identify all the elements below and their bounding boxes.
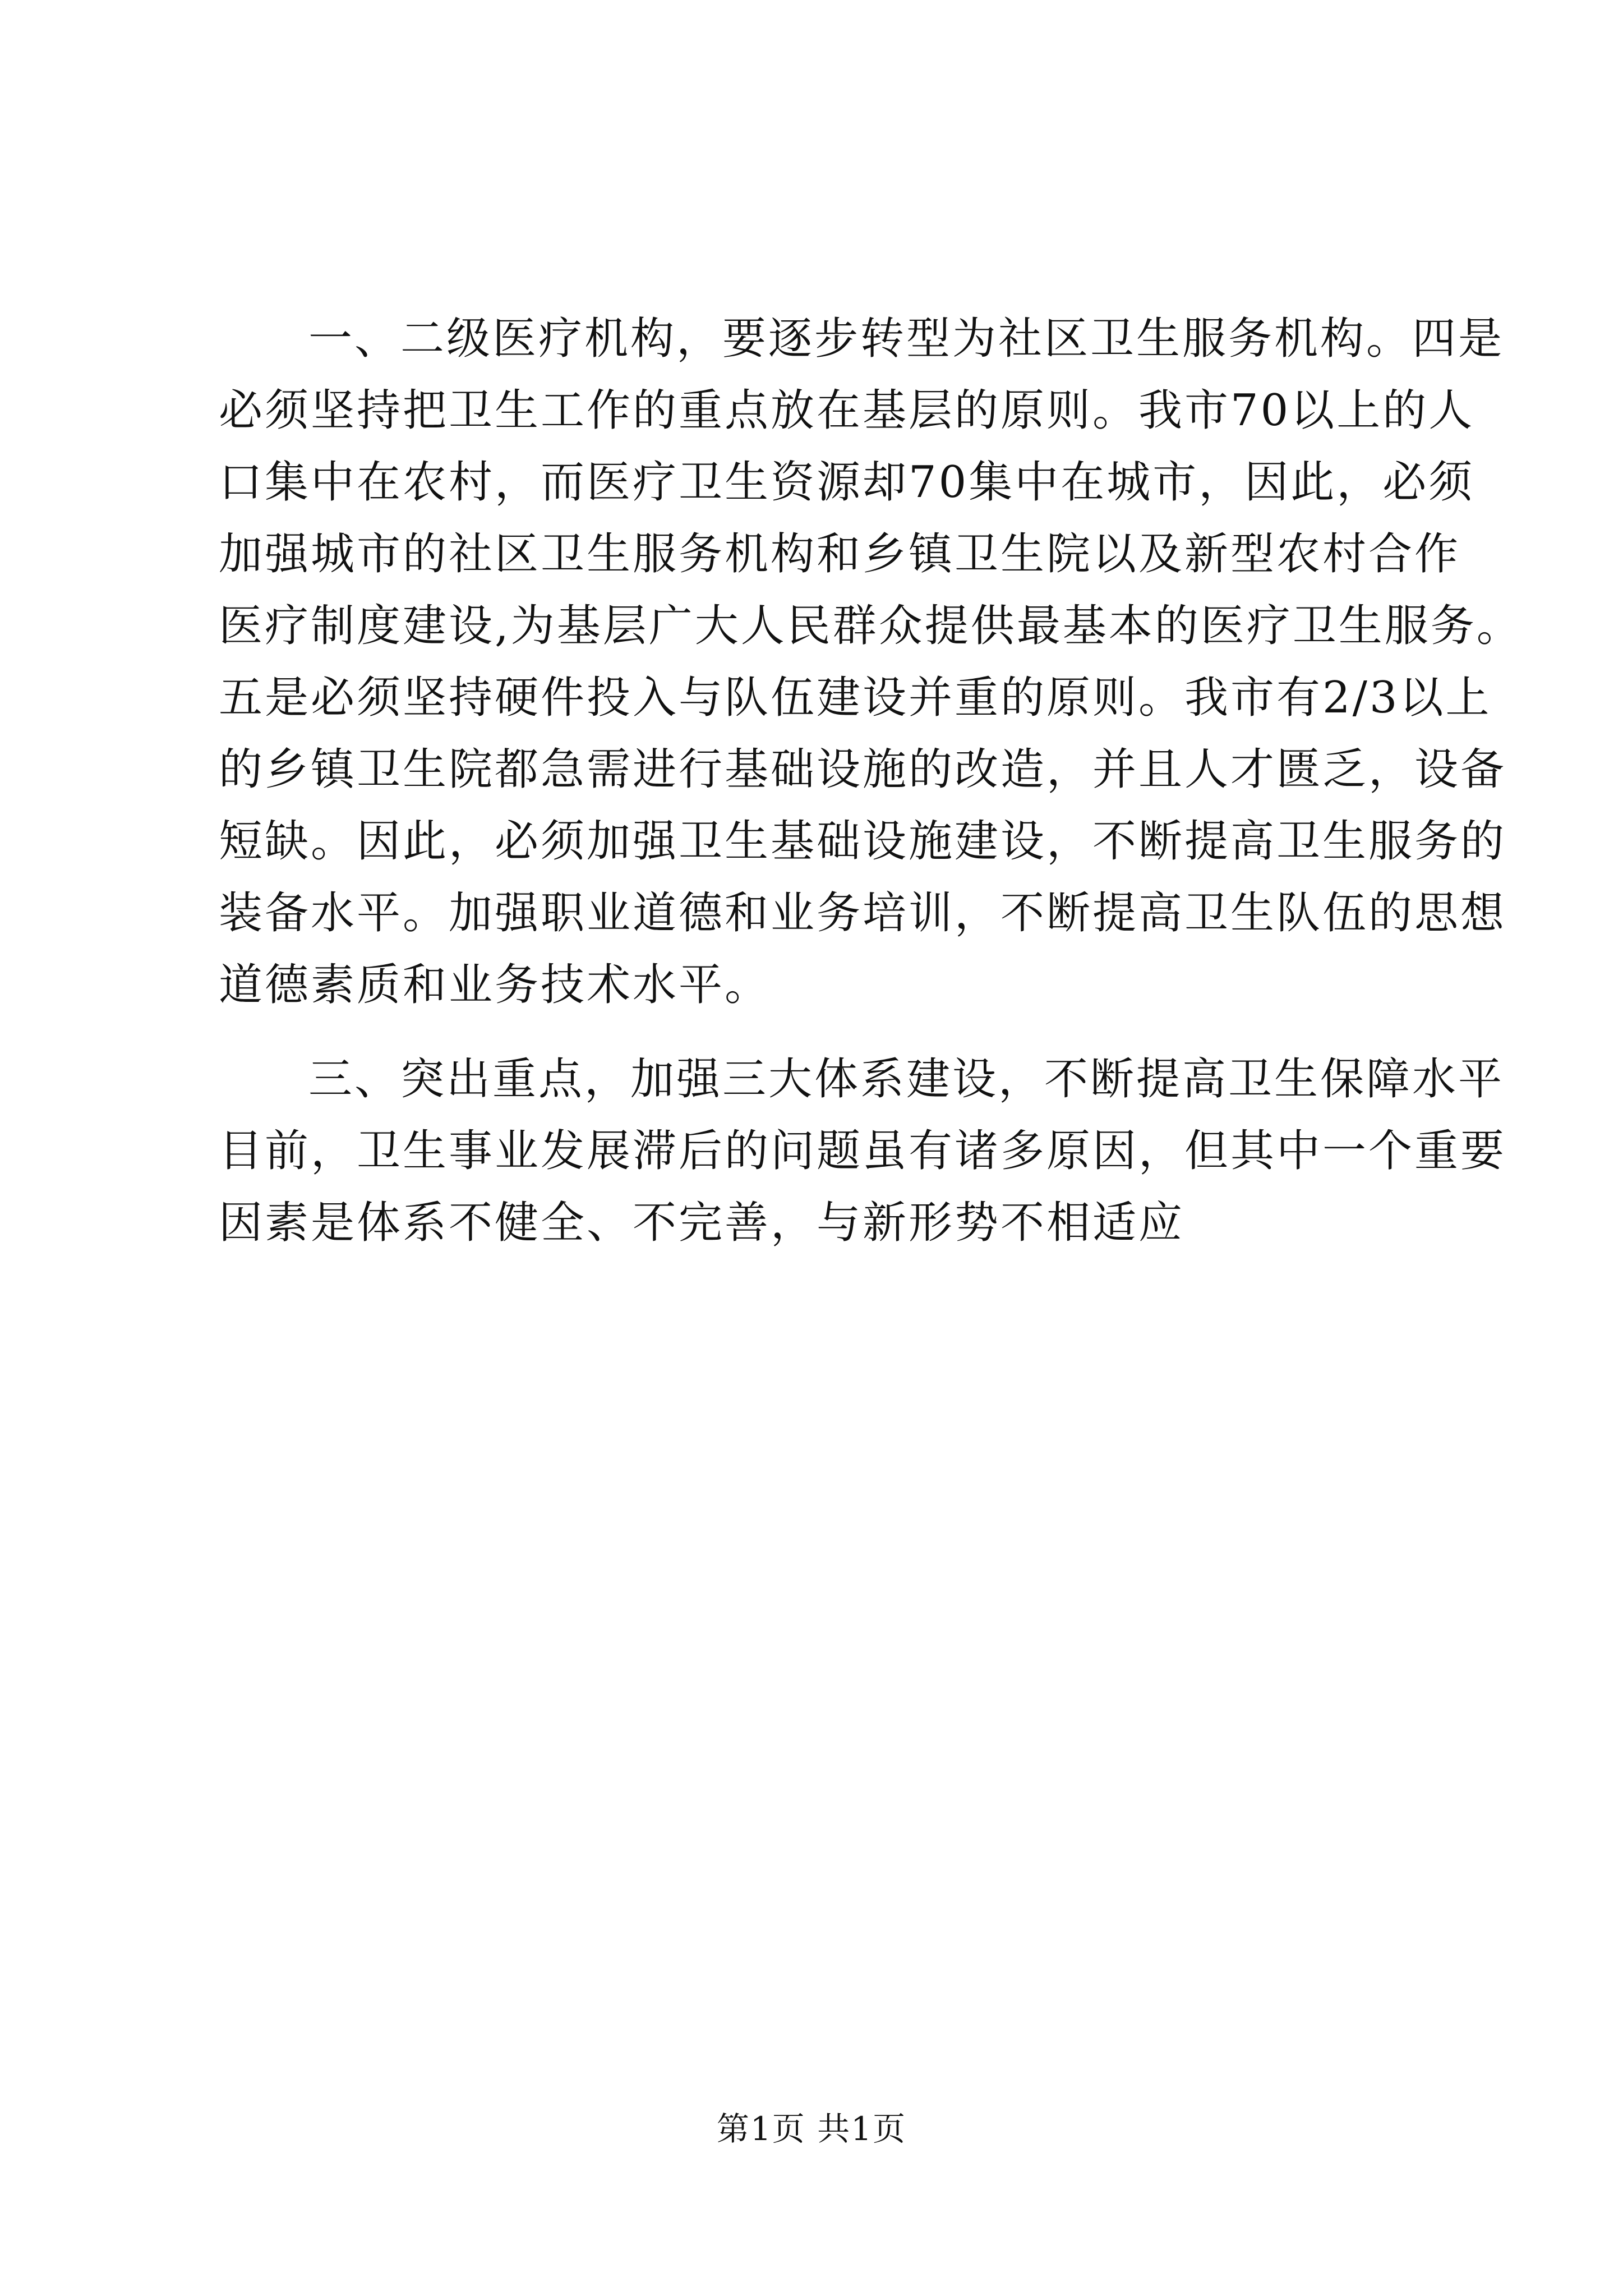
- text-line: 道德素质和业务技术水平。: [219, 960, 771, 1010]
- paragraph-spacer: [219, 1021, 1430, 1043]
- text-line: 加强城市的社区卫生服务机构和乡镇卫生院以及新型农村合作: [219, 529, 1461, 579]
- text-line: 短缺。因此，必须加强卫生基础设施建设，不断提高卫生服务的: [219, 816, 1507, 867]
- page-footer: 第1页 共1页: [716, 2110, 907, 2148]
- text-line: 的乡镇卫生院都急需进行基础设施的改造，并且人才匮乏，设备: [219, 744, 1507, 795]
- text-line: 必须坚持把卫生工作的重点放在基层的原则。我市70以上的人: [219, 385, 1475, 436]
- document-body: [219, 303, 1523, 1259]
- text-line: 医疗制度建设,为基层广大人民群众提供最基本的医疗卫生服务。: [219, 601, 1523, 651]
- text-line: 五是必须坚持硬件投入与队伍建设并重的原则。我市有2/3以上: [219, 673, 1492, 723]
- paragraph-2: [219, 1043, 1507, 1259]
- text-line: 口集中在农村，而医疗卫生资源却70集中在城市，因此，必须: [219, 457, 1475, 508]
- text-line: 装备水平。加强职业道德和业务培训，不断提高卫生队伍的思想: [219, 888, 1507, 938]
- section-heading-line: 三、突出重点，加强三大体系建设，不断提高卫生保障水平: [308, 1054, 1505, 1105]
- text-line: 一、二级医疗机构，要逐步转型为社区卫生服务机构。四是: [308, 314, 1505, 364]
- text-line: 因素是体系不健全、不完善，与新形势不相适应: [219, 1198, 1185, 1248]
- paragraph-1: [219, 303, 1523, 1021]
- text-line: 目前，卫生事业发展滞后的问题虽有诸多原因，但其中一个重要: [219, 1126, 1507, 1176]
